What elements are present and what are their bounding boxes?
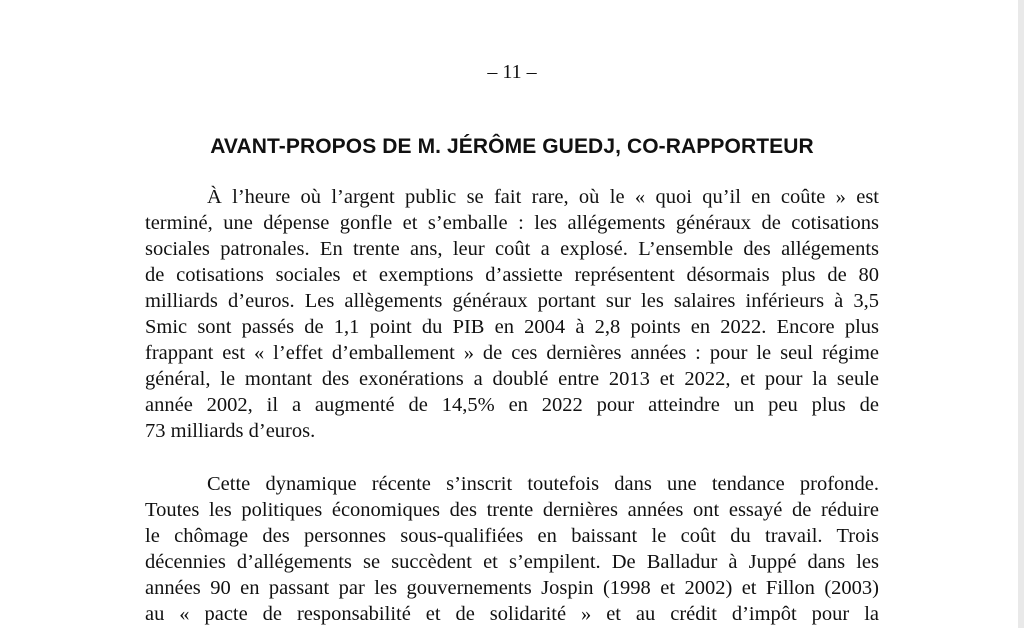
text-line: 73 milliards d’euros. — [145, 420, 316, 442]
text-line: terminé, une dépense gonfle et s’emballe : les allégements généraux de cotisations — [145, 212, 879, 234]
page-edge — [1018, 0, 1024, 628]
text-line: le chômage des personnes sous-qualifiées en baissant le coût du travail. Trois — [145, 525, 879, 547]
text-line: milliards d’euros. Les allègements généraux portant sur les salaires inférieurs à 3,5 — [145, 290, 879, 312]
text-line: Toutes les politiques économiques des trente dernières années ont essayé de réduire — [145, 499, 879, 521]
page-number: – 11 – — [487, 61, 537, 83]
text-line: À l’heure où l’argent public se fait rare, où le « quoi qu’il en coûte » est — [207, 186, 879, 208]
text-line: général, le montant des exonérations a doublé entre 2013 et 2022, et pour la seule — [145, 368, 879, 390]
paragraph-1 — [145, 184, 879, 444]
paragraph-2 — [145, 471, 879, 627]
section-heading: AVANT-PROPOS DE M. JÉRÔME GUEDJ, CO-RAPPORTEUR — [210, 135, 814, 158]
text-line: décennies d’allégements se succèdent et s’empilent. De Balladur à Juppé dans les — [145, 551, 879, 573]
text-line: frappant est « l’effet d’emballement » de ces dernières années : pour le seul régime — [145, 342, 879, 364]
text-line: Cette dynamique récente s’inscrit toutefois dans une tendance profonde. — [207, 473, 879, 495]
text-line: Smic sont passés de 1,1 point du PIB en 2004 à 2,8 points en 2022. Encore plus — [145, 316, 879, 338]
text-line: sociales patronales. En trente ans, leur coût a explosé. L’ensemble des allégements — [145, 238, 879, 260]
text-line: année 2002, il a augmenté de 14,5% en 2022 pour atteindre un peu plus de — [145, 394, 879, 416]
text-line: de cotisations sociales et exemptions d’assiette représentent désormais plus de 80 — [145, 264, 879, 286]
text-line: au « pacte de responsabilité et de solidarité » et au crédit d’impôt pour la — [145, 603, 879, 625]
text-line: années 90 en passant par les gouvernements Jospin (1998 et 2002) et Fillon (2003) — [145, 577, 879, 599]
